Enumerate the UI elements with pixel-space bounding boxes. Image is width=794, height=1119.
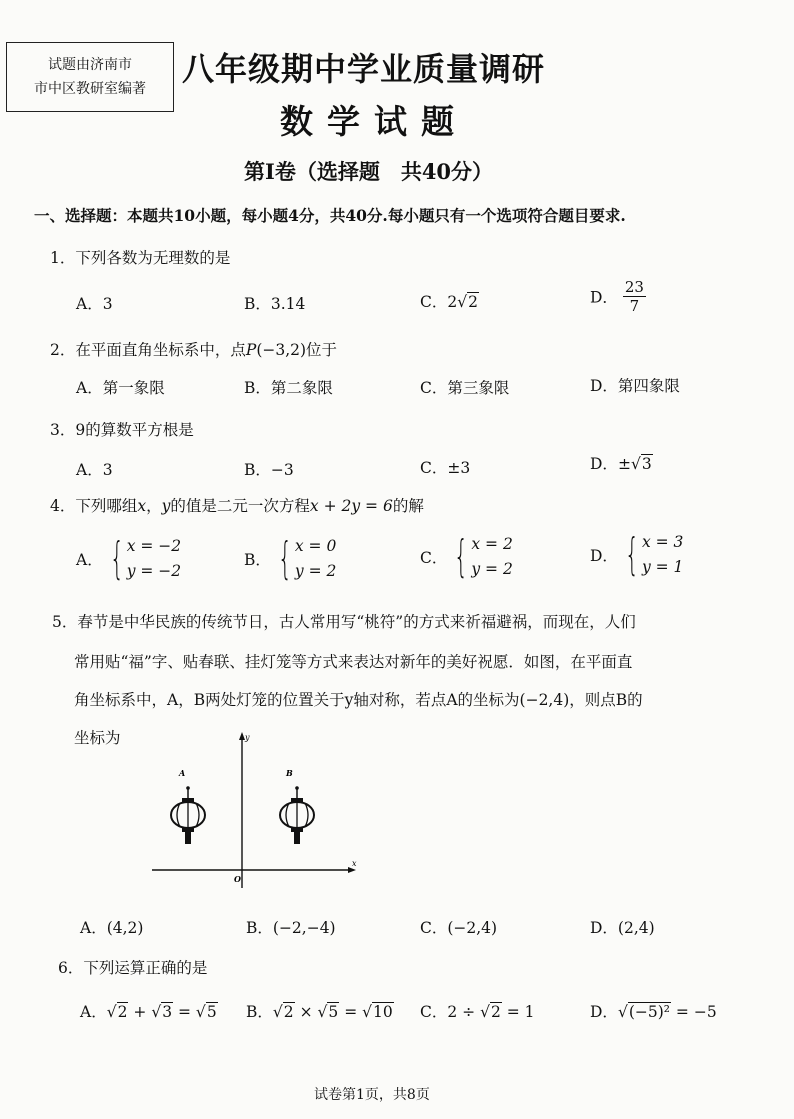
q5-line-2: 常用贴“福”字、贴春联、挂灯笼等方式来表达对新年的美好祝愿．如图，在平面直 [74, 653, 633, 671]
q1-c-radicand: 2 [468, 293, 479, 311]
question-2-stem [50, 338, 337, 360]
lantern-b-icon [280, 786, 314, 844]
q6-c-rad: 2 [490, 1003, 501, 1021]
q6-option-a: A．√2 + √3 = √5 [80, 1003, 217, 1021]
q1-option-b [244, 292, 305, 314]
stamp-line-2: 市中区教研室编著 [34, 81, 146, 97]
q6-option-c: C．2 ÷ √2 = 1 [420, 1003, 535, 1021]
q2-option-a: A．第一象限 [76, 379, 165, 397]
q6-d-label: D． [590, 1003, 618, 1021]
brace-icon: { [277, 533, 292, 584]
q6-a-eq: = [173, 1003, 196, 1021]
q6-b-eq: = [339, 1003, 363, 1021]
q1-a-label: A． [76, 295, 103, 313]
q6-c-pre: 2 ÷ [447, 1003, 481, 1021]
q4-a-eq2: y = −2 [126, 562, 182, 580]
q4-b-eq1: x = 0 [294, 537, 337, 555]
q4-stem-post: 的解 [392, 497, 424, 515]
q4-d-eq1: x = 3 [641, 533, 684, 551]
q6-b-label: B． [246, 1003, 273, 1021]
q5-option-a: A．(4,2) [80, 919, 144, 937]
q4-option-d [590, 530, 683, 580]
point-b-label: B [286, 768, 293, 778]
q1-d-numerator: 23 [624, 278, 644, 296]
brace-icon: { [109, 533, 124, 584]
q6-b-rad1: 2 [283, 1003, 294, 1021]
y-axis-label: y [245, 733, 250, 742]
q4-option-c [420, 532, 513, 582]
q3-option-a: A．3 [76, 461, 113, 479]
question-4-stem [50, 494, 424, 516]
q6-c-post: = 1 [501, 1003, 535, 1021]
q5-option-b: B．(−2,−4) [246, 919, 336, 937]
q1-option-c: C．2√2 [420, 293, 479, 311]
x-axis-label: x [352, 859, 357, 868]
q4-var-x: x [137, 497, 147, 515]
q1-b-label: B． [244, 295, 271, 313]
q5-line-1: 5．春节是中华民族的传统节日，古人常用写“桃符”的方式来祈福避祸，而现在，人们 [52, 613, 636, 631]
q6-b-rad3: 10 [373, 1003, 393, 1021]
q4-a-eq1: x = −2 [126, 537, 182, 555]
q6-a-rad3: 5 [206, 1003, 217, 1021]
q3-option-b: B．−3 [244, 461, 294, 479]
q5-line-4: 坐标为 [74, 729, 121, 747]
q4-b-eq2: y = 2 [294, 562, 337, 580]
q1-option-a [76, 292, 113, 314]
q5-line-3: 角坐标系中，A，B两处灯笼的位置关于y轴对称，若点A的坐标为(−2,4)，则点B的 [74, 691, 643, 709]
q4-sep: ， [146, 497, 162, 515]
q6-a-plus: + [128, 1003, 152, 1021]
point-a-label: A [179, 768, 186, 778]
q4-c-label: C． [420, 549, 448, 567]
author-stamp-box [6, 42, 174, 112]
q4-var-y: y [161, 497, 171, 515]
q2-point-name: P [245, 341, 257, 359]
q6-a-label: A． [80, 1003, 107, 1021]
q1-option-d [590, 278, 646, 315]
q2-point-coords: (−3,2) [256, 341, 307, 359]
q2-option-d: D．第四象限 [590, 377, 680, 395]
q1-a-value: 3 [102, 295, 113, 313]
q2-stem-pre: 2．在平面直角坐标系中，点 [50, 341, 246, 359]
q2-option-b: B．第二象限 [244, 379, 333, 397]
q4-option-b [244, 534, 336, 584]
axes [152, 732, 356, 888]
question-3-stem: 3．9的算数平方根是 [50, 421, 194, 439]
q6-a-rad2: 3 [162, 1003, 173, 1021]
q5-option-c: C．(−2,4) [420, 919, 498, 937]
lantern-a-icon [171, 786, 205, 844]
page-footer: 试卷第1页，共8页 [314, 1087, 430, 1103]
exam-title: 八年级期中学业质量调研 [182, 50, 546, 88]
q1-d-fraction [623, 278, 646, 315]
q6-option-d: D．√(−5)² = −5 [590, 1003, 717, 1021]
q6-c-label: C． [420, 1003, 448, 1021]
q3-d-pm: ± [617, 455, 631, 473]
q3-d-label: D． [590, 455, 618, 473]
q4-d-eq2: y = 1 [641, 558, 684, 576]
q4-option-a [76, 534, 181, 584]
q6-b-times: × [294, 1003, 318, 1021]
q3-option-c: C．±3 [420, 459, 471, 477]
q4-stem-pre: 4．下列哪组 [50, 497, 138, 515]
q1-d-denominator: 7 [629, 297, 640, 315]
q2-stem-post: 位于 [306, 341, 338, 359]
q4-c-eq2: y = 2 [471, 560, 513, 578]
q6-option-b: B．√2 × √5 = √10 [246, 1003, 393, 1021]
q1-b-value: 3.14 [270, 295, 306, 313]
question-6-stem: 6．下列运算正确的是 [58, 959, 208, 977]
q5-coordinate-figure [152, 728, 362, 888]
q4-d-label: D． [590, 547, 618, 565]
q6-d-post: = −5 [671, 1003, 717, 1021]
q4-equation: x + 2y = 6 [309, 497, 393, 515]
stamp-line-1: 试题由济南市 [48, 57, 132, 73]
q6-b-rad2: 5 [328, 1003, 339, 1021]
q1-c-coef: 2 [447, 293, 458, 311]
q2-option-c: C．第三象限 [420, 379, 510, 397]
q1-c-label: C． [420, 293, 448, 311]
brace-icon: { [454, 531, 469, 582]
q6-a-rad1: 2 [117, 1003, 128, 1021]
q4-c-eq1: x = 2 [471, 535, 513, 553]
q6-d-rad: (−5)² [628, 1003, 670, 1021]
q1-d-label: D． [590, 288, 618, 307]
brace-icon: { [624, 529, 639, 580]
origin-label: O [234, 874, 241, 884]
volume-heading: 第Ⅰ卷（选择题 共40分） [244, 159, 494, 184]
q3-d-radicand: 3 [641, 455, 652, 473]
section-heading: 一、选择题：本题共10小题，每小题4分，共40分.每小题只有一个选项符合题目要求. [34, 206, 626, 225]
question-1-stem: 1．下列各数为无理数的是 [50, 249, 231, 267]
q4-stem-mid: 的值是二元一次方程 [170, 497, 310, 515]
q5-option-d: D．(2,4) [590, 919, 655, 937]
q4-b-label: B． [244, 551, 271, 569]
q3-option-d: D．±√3 [590, 455, 652, 473]
q4-a-label: A． [76, 551, 103, 569]
exam-subtitle: 数学试题 [280, 102, 468, 141]
